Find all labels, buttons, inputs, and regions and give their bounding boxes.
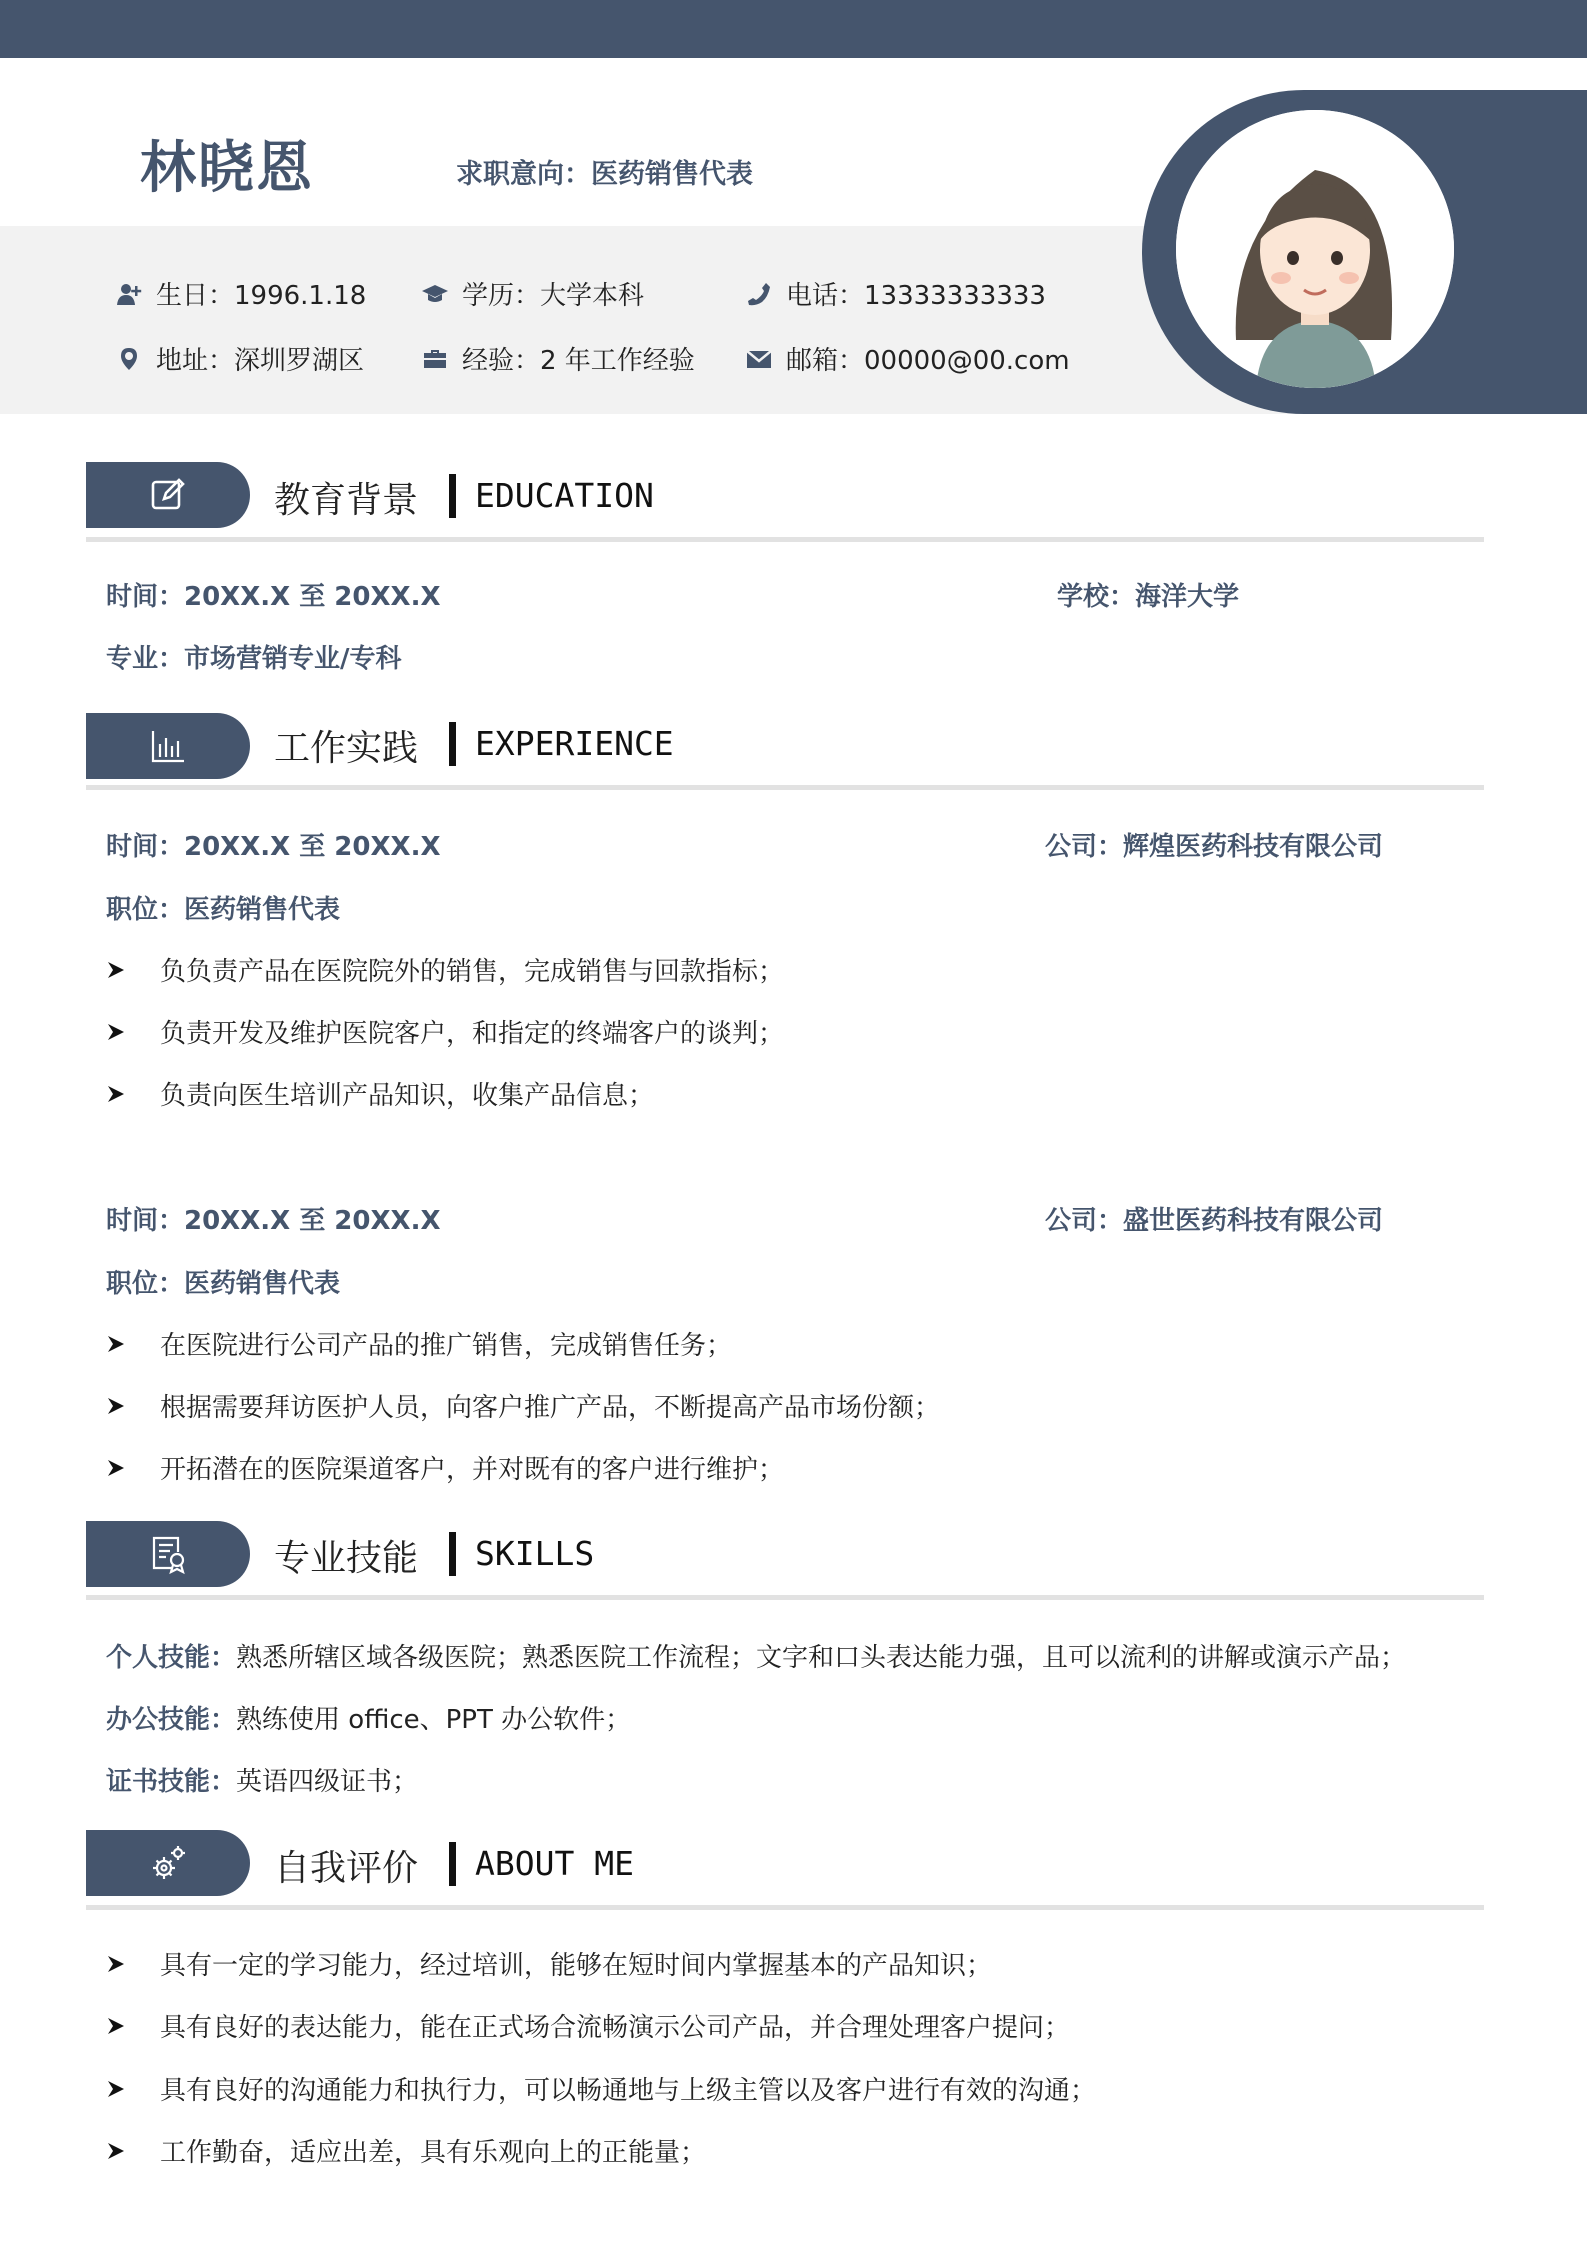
about-rule <box>86 1905 1484 1910</box>
skill-office: 办公技能：熟练使用 office、PPT 办公软件； <box>106 1705 632 1735</box>
phone-icon <box>744 279 774 309</box>
about-item: 具有一定的学习能力，经过培训，能够在短时间内掌握基本的产品知识； <box>106 1945 992 1982</box>
job-intent-label: 求职意向： <box>456 159 591 190</box>
certificate-icon <box>146 1532 190 1576</box>
job1-company: 公司：辉煌医药科技有限公司 <box>1045 832 1384 862</box>
experience-section-badge <box>86 713 250 779</box>
edit-icon <box>146 473 190 517</box>
experience-title: 工作实践 <box>274 728 419 769</box>
job2-time: 时间：20XX.X 至 20XX.X <box>106 1206 441 1236</box>
education-text: 学历：大学本科 <box>462 281 645 311</box>
address-text: 地址：深圳罗湖区 <box>156 346 365 376</box>
gears-icon <box>146 1841 190 1885</box>
arrow-bullet-icon <box>106 2078 126 2100</box>
job-intent-value: 医药销售代表 <box>591 159 753 190</box>
skill-personal: 个人技能：熟悉所辖区域各级医院；熟悉医院工作流程；文字和口头表达能力强，且可以流利的讲解或演示产品； <box>106 1643 1407 1673</box>
job1-duty: 负责开发及维护医院客户，和指定的终端客户的谈判； <box>106 1013 784 1050</box>
education-time: 时间：20XX.X 至 20XX.X <box>106 582 441 612</box>
about-item: 具有良好的沟通能力和执行力，可以畅通地与上级主管以及客户进行有效的沟通； <box>106 2070 1096 2107</box>
about-title: 自我评价 <box>274 1848 419 1889</box>
top-bar <box>0 0 1587 58</box>
avatar <box>1176 110 1454 388</box>
arrow-bullet-icon <box>106 2015 126 2037</box>
education-title-en: EDUCATION <box>475 476 654 515</box>
skills-title-en: SKILLS <box>475 1534 595 1573</box>
briefcase-icon <box>420 344 450 374</box>
education-title: 教育背景 <box>274 480 419 521</box>
job1-position: 职位：医药销售代表 <box>106 895 341 925</box>
job2-duty: 根据需要拜访医护人员，向客户推广产品，不断提高产品市场份额； <box>106 1387 940 1424</box>
job2-company: 公司：盛世医药科技有限公司 <box>1045 1206 1384 1236</box>
education-rule <box>86 537 1484 542</box>
about-title-en: ABOUT ME <box>475 1844 634 1883</box>
avatar-illustration <box>1176 110 1454 388</box>
job-intent <box>456 152 753 191</box>
job2-duty: 开拓潜在的医院渠道客户，并对既有的客户进行维护； <box>106 1449 784 1486</box>
arrow-bullet-icon <box>106 1457 126 1479</box>
location-pin-icon <box>114 344 144 374</box>
phone-info <box>744 275 1046 312</box>
about-title-divider <box>449 1842 456 1886</box>
job1-duty: 负负责产品在医院院外的销售，完成销售与回款指标； <box>106 951 784 988</box>
skill-cert: 证书技能：英语四级证书； <box>106 1767 419 1797</box>
skills-section-badge <box>86 1521 250 1587</box>
arrow-bullet-icon <box>106 1953 126 1975</box>
job1-duty: 负责向医生培训产品知识，收集产品信息； <box>106 1075 654 1112</box>
about-section-badge <box>86 1830 250 1896</box>
graduation-cap-icon <box>420 279 450 309</box>
education-section-badge <box>86 462 250 528</box>
arrow-bullet-icon <box>106 1333 126 1355</box>
experience-text: 经验：2 年工作经验 <box>462 346 695 376</box>
education-major: 专业：市场营销专业/专科 <box>106 644 402 674</box>
experience-title-divider <box>449 722 456 766</box>
birthday-text: 生日：1996.1.18 <box>156 281 367 311</box>
bar-chart-icon <box>146 724 190 768</box>
address-info <box>114 340 364 377</box>
experience-rule <box>86 785 1484 790</box>
birthday-info <box>114 275 366 312</box>
phone-text: 电话：13333333333 <box>786 281 1046 311</box>
skills-rule <box>86 1595 1484 1600</box>
arrow-bullet-icon <box>106 1083 126 1105</box>
skills-title: 专业技能 <box>274 1538 419 1579</box>
job2-duty: 在医院进行公司产品的推广销售，完成销售任务； <box>106 1325 732 1362</box>
email-info <box>744 340 1070 377</box>
job1-time: 时间：20XX.X 至 20XX.X <box>106 832 441 862</box>
envelope-icon <box>744 344 774 374</box>
user-plus-icon <box>114 279 144 309</box>
experience-info <box>420 340 695 377</box>
about-item: 工作勤奋，适应出差，具有乐观向上的正能量； <box>106 2132 706 2169</box>
candidate-name: 林晓恩 <box>140 136 314 201</box>
education-info <box>420 275 644 312</box>
email-text: 邮箱：00000@00.com <box>786 346 1070 376</box>
job2-position: 职位：医药销售代表 <box>106 1269 341 1299</box>
arrow-bullet-icon <box>106 1021 126 1043</box>
arrow-bullet-icon <box>106 2140 126 2162</box>
about-item: 具有良好的表达能力，能在正式场合流畅演示公司产品，并合理处理客户提问； <box>106 2007 1070 2044</box>
arrow-bullet-icon <box>106 1395 126 1417</box>
skills-title-divider <box>449 1532 456 1576</box>
experience-title-en: EXPERIENCE <box>475 724 674 763</box>
arrow-bullet-icon <box>106 959 126 981</box>
education-school: 学校：海洋大学 <box>1057 582 1240 612</box>
education-title-divider <box>449 474 456 518</box>
